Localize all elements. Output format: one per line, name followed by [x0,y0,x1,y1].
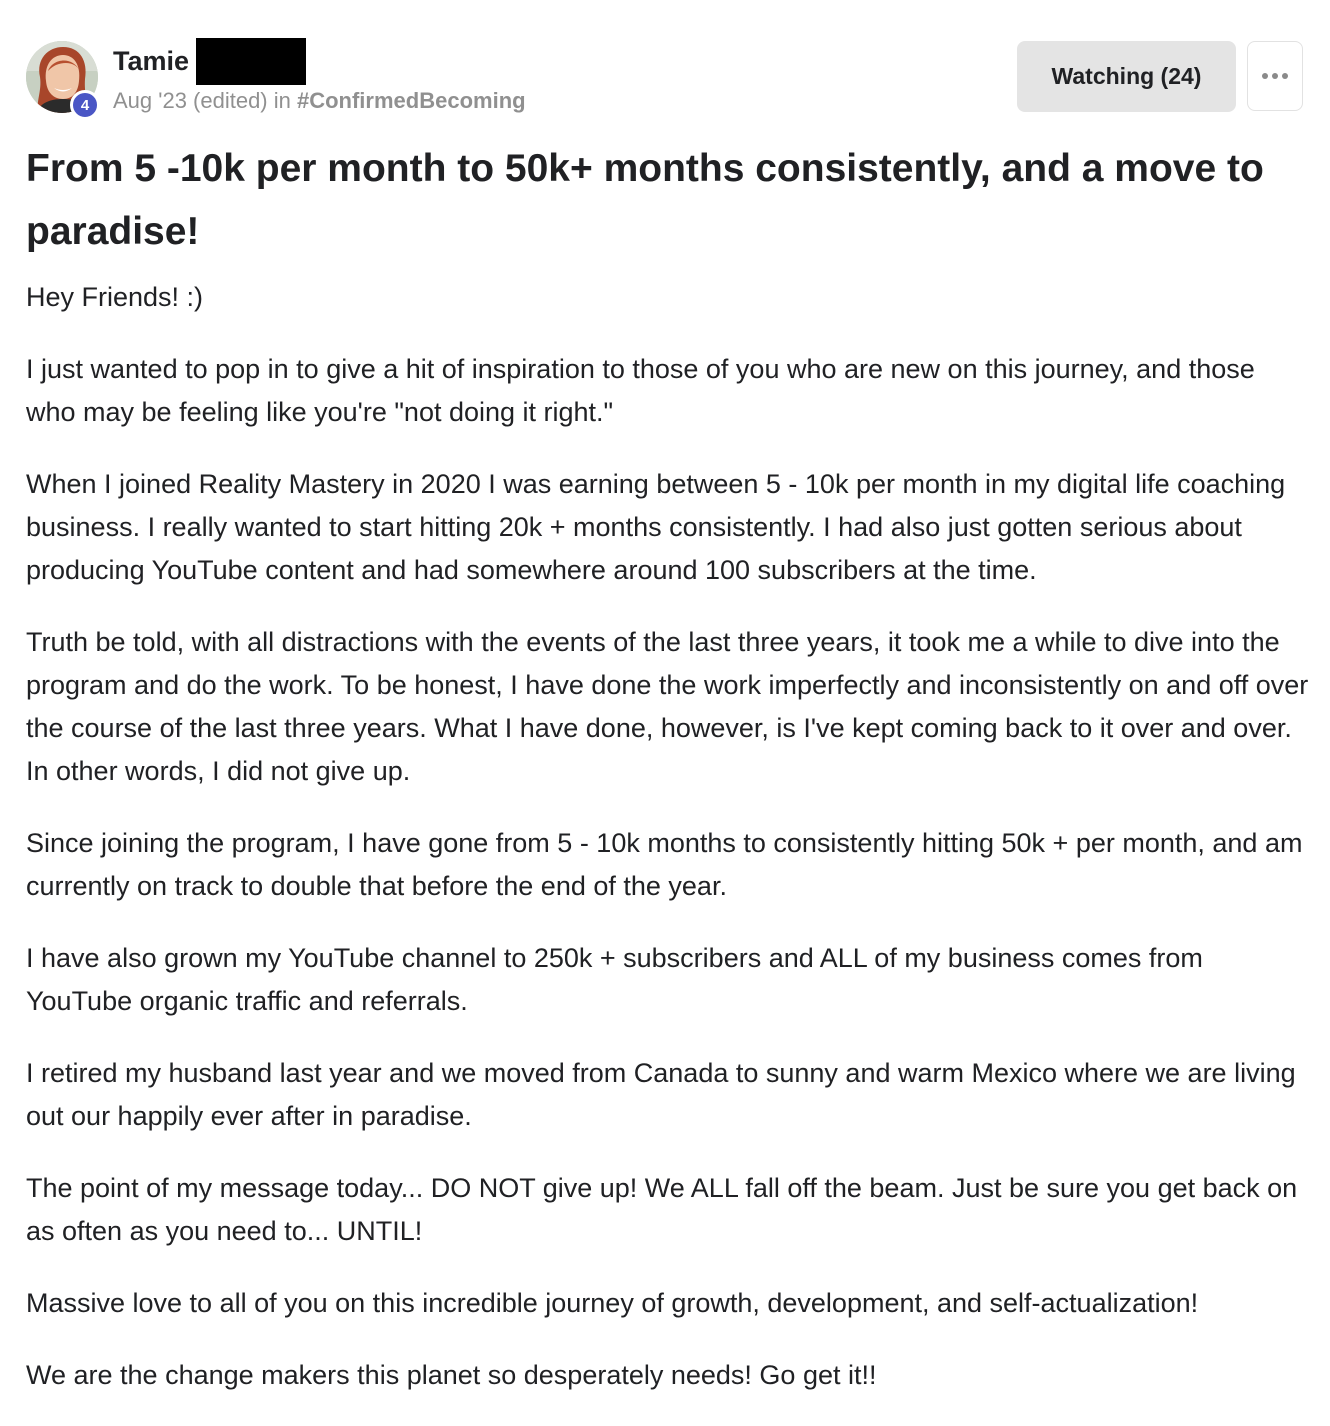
post-header [26,38,1304,118]
author-avatar-container[interactable] [26,41,100,115]
category-link[interactable]: #ConfirmedBecoming [296,88,526,113]
post-timestamp: Aug '23 (edited) in [113,88,297,113]
more-horizontal-icon [1260,72,1290,80]
watching-button[interactable]: Watching (24) [1017,41,1236,112]
level-badge: 4 [70,90,100,120]
post-title: From 5 -10k per month to 50k+ months consistently, and a move to paradise! [26,147,1264,253]
author-name[interactable]: Tamie [113,46,190,76]
redaction-block [196,38,306,85]
post-meta [113,88,526,114]
body-paragraph: I have also grown my YouTube channel to 250k + subscribers and ALL of my business comes from YouTube organic traffic and referrals. [26,943,1203,1016]
body-paragraph: We are the change makers this planet so desperately needs! Go get it!! [26,1360,877,1390]
more-options-button[interactable] [1247,41,1303,111]
post-body [26,276,1311,1426]
body-paragraph: Massive love to all of you on this incredible journey of growth, development, and self-actualization! [26,1288,1199,1318]
body-paragraph: Hey Friends! :) [26,282,204,312]
author-name-row [113,38,306,84]
body-paragraph: Since joining the program, I have gone from 5 - 10k months to consistently hitting 50k + per month, and am currently on track to double that before the end of the year. [26,828,1303,901]
body-paragraph: Truth be told, with all distractions with the events of the last three years, it took me a while to dive into the program and do the work. To be honest, I have done the work imperfectly and inconsistently on and off over the course of the last three years. What I have done, however, is I've kept coming back to it over and over. In other words, I did not give up. [26,627,1309,786]
body-paragraph: I just wanted to pop in to give a hit of inspiration to those of you who are new on this journey, and those who may be feeling like you're "not doing it right." [26,354,1255,427]
body-paragraph: The point of my message today... DO NOT give up! We ALL fall off the beam. Just be sure you get back on as often as you need to... UNTIL! [26,1173,1298,1246]
body-paragraph: When I joined Reality Mastery in 2020 I was earning between 5 - 10k per month in my digital life coaching business. I really wanted to start hitting 20k + months consistently. I had also just gotten serious about producing YouTube content and had somewhere around 100 subscribers at the time. [26,469,1286,585]
body-paragraph: I retired my husband last year and we moved from Canada to sunny and warm Mexico where we are living out our happily ever after in paradise. [26,1058,1296,1131]
